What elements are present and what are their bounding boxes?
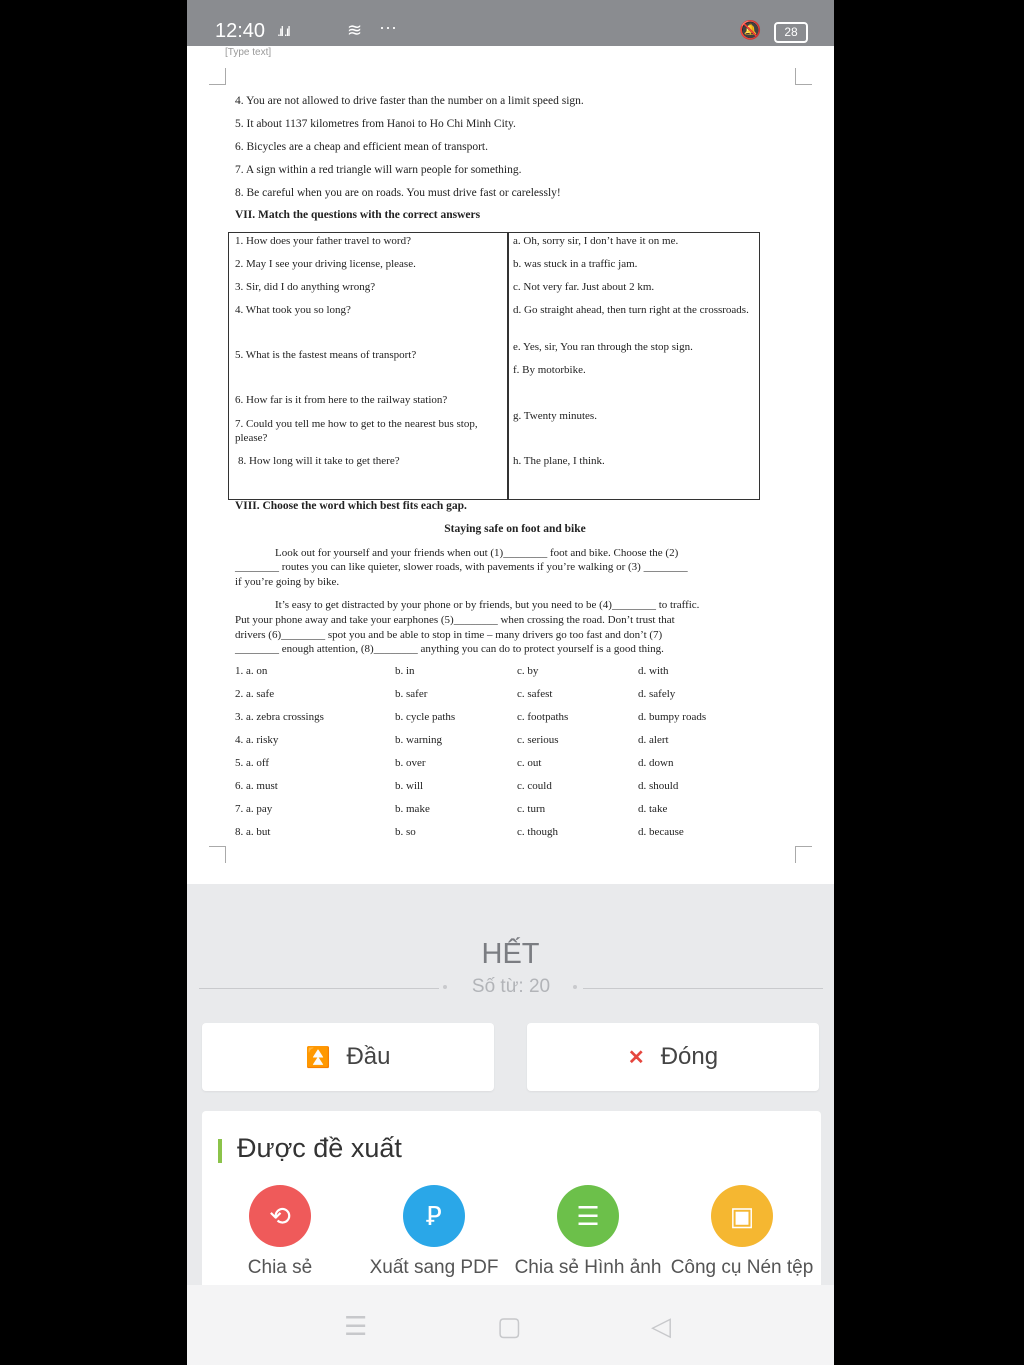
- option-a: 3. a. zebra crossings: [235, 711, 324, 723]
- header-placeholder: [Type text]: [225, 47, 272, 58]
- passage-line: drivers (6)________ spot you and be able to stop in time – many drivers go too fast and don’t (7): [235, 629, 663, 641]
- option-a: 2. a. safe: [235, 688, 275, 700]
- option-a: 4. a. risky: [235, 734, 279, 746]
- statement-line: 4. You are not allowed to drive faster than the number on a limit speed sign.: [235, 95, 584, 107]
- option-b: b. so: [395, 826, 416, 838]
- option-a: 8. a. but: [235, 826, 271, 838]
- passage-line: Look out for yourself and your friends when out (1)________ foot and bike. Choose the (2): [275, 547, 679, 559]
- option-c: c. out: [517, 757, 542, 769]
- crop-mark: [795, 68, 812, 85]
- passage-line: Put your phone away and take your earphones (5)________ when crossing the road. Don’t trust that: [235, 614, 675, 626]
- match-question: 2. May I see your driving license, please.: [235, 258, 416, 270]
- match-question: 1. How does your father travel to word?: [235, 235, 411, 247]
- crop-mark: [209, 846, 226, 863]
- home-icon[interactable]: ▢: [497, 1311, 522, 1341]
- option-b: b. will: [395, 780, 424, 792]
- match-answer: f. By motorbike.: [513, 364, 586, 376]
- crop-mark: [209, 68, 226, 85]
- match-question: 4. What took you so long?: [235, 304, 351, 316]
- option-a: 7. a. pay: [235, 803, 273, 815]
- share-icon: ⟲: [249, 1185, 311, 1247]
- battery-icon: 28: [774, 22, 808, 43]
- end-title: HẾT: [481, 938, 540, 970]
- close-icon: ✕: [627, 1046, 645, 1069]
- suggested-title: Được đề xuất: [237, 1133, 402, 1163]
- share-tool[interactable]: [203, 1185, 357, 1279]
- statement-line: 7. A sign within a red triangle will warn people for something.: [235, 164, 522, 176]
- match-question: 6. How far is it from here to the railway station?: [235, 394, 448, 406]
- statement-line: 5. It about 1137 kilometres from Hanoi to Ho Chi Minh City.: [235, 118, 516, 130]
- section-title: VIII. Choose the word which best fits each gap.: [235, 500, 467, 512]
- option-a: 6. a. must: [235, 780, 278, 792]
- passage-line: ________ routes you can like quieter, slower roads, with pavements if you’re walking or (3) ________: [235, 561, 688, 573]
- option-c: c. could: [517, 780, 552, 792]
- more-status-icon: ···: [379, 17, 397, 37]
- crop-mark: [795, 846, 812, 863]
- option-b: b. in: [395, 665, 415, 677]
- close-label: Đóng: [660, 1043, 719, 1070]
- statement-line: 6. Bicycles are a cheap and efficient mean of transport.: [235, 141, 488, 153]
- back-icon[interactable]: ◁: [651, 1311, 671, 1341]
- divider-dot: [573, 985, 577, 989]
- share-image-tool[interactable]: [511, 1185, 665, 1279]
- match-answer: a. Oh, sorry sir, I don’t have it on me.: [513, 235, 679, 247]
- image-doc-icon: ☰: [557, 1185, 619, 1247]
- option-c: c. safest: [517, 688, 553, 700]
- match-answer: c. Not very far. Just about 2 km.: [513, 281, 655, 293]
- signal-icon: .ıl .ıl: [277, 23, 289, 39]
- option-b: b. over: [395, 757, 426, 769]
- passage-line: if you’re going by bike.: [235, 576, 340, 588]
- share-label: Chia sẻ: [247, 1257, 313, 1278]
- option-c: c. though: [517, 826, 558, 838]
- status-time: 12:40: [215, 20, 266, 42]
- system-nav-bar: [187, 1285, 834, 1365]
- match-question: 8. How long will it take to get there?: [238, 455, 400, 467]
- match-table: [228, 232, 760, 500]
- option-d: d. because: [638, 826, 684, 838]
- word-count: Số từ: 20: [471, 976, 551, 997]
- statement-line: 8. Be careful when you are on roads. You must drive fast or carelessly!: [235, 187, 561, 199]
- match-answer: d. Go straight ahead, then turn right at the crossroads.: [513, 304, 749, 316]
- match-answer: g. Twenty minutes.: [513, 410, 597, 422]
- option-a: 5. a. off: [235, 757, 270, 769]
- phone-screen: [187, 0, 834, 1365]
- option-d: d. should: [638, 780, 679, 792]
- section-title: VII. Match the questions with the correct answers: [235, 209, 481, 221]
- close-button[interactable]: [527, 1023, 819, 1091]
- option-c: c. by: [517, 665, 539, 677]
- option-d: d. alert: [638, 734, 669, 746]
- option-b: b. make: [395, 803, 430, 815]
- document-page[interactable]: [187, 46, 834, 884]
- pdf-icon: Ꝑ: [403, 1185, 465, 1247]
- match-question: 5. What is the fastest means of transport?: [235, 349, 417, 361]
- option-d: d. bumpy roads: [638, 711, 707, 723]
- passage-line: It’s easy to get distracted by your phone or by friends, but you need to be (4)________ to traffic.: [275, 599, 700, 611]
- match-question: 7. Could you tell me how to get to the nearest bus stop, please?: [235, 418, 478, 444]
- divider: [583, 988, 823, 989]
- option-a: 1. a. on: [235, 665, 268, 677]
- passage-title: Staying safe on foot and bike: [444, 523, 586, 535]
- compress-tool[interactable]: [665, 1185, 819, 1279]
- option-b: b. safer: [395, 688, 428, 700]
- wifi-icon: ≋: [347, 20, 363, 40]
- export-pdf-tool[interactable]: [357, 1185, 511, 1279]
- match-answer: e. Yes, sir, You ran through the stop sign.: [513, 341, 693, 353]
- match-answer: b. was stuck in a traffic jam.: [513, 258, 638, 270]
- option-c: c. serious: [517, 734, 559, 746]
- option-d: d. take: [638, 803, 668, 815]
- option-c: c. turn: [517, 803, 546, 815]
- option-b: b. cycle paths: [395, 711, 456, 723]
- match-answer: h. The plane, I think.: [513, 455, 605, 467]
- status-bar: [187, 0, 834, 46]
- table-divider: [507, 233, 509, 499]
- mute-icon: 🔕: [739, 20, 762, 40]
- compress-label: Công cụ Nén tệp: [670, 1257, 814, 1278]
- export-pdf-label: Xuất sang PDF: [369, 1257, 499, 1278]
- compress-icon: ▣: [711, 1185, 773, 1247]
- option-b: b. warning: [395, 734, 443, 746]
- option-d: d. with: [638, 665, 669, 677]
- go-to-top-button[interactable]: [202, 1023, 494, 1091]
- match-question: 3. Sir, did I do anything wrong?: [235, 281, 376, 293]
- share-image-label: Chia sẻ Hình ảnh: [514, 1257, 662, 1278]
- menu-icon[interactable]: ☰: [344, 1311, 368, 1341]
- arrow-to-top-icon: ⏫: [305, 1046, 331, 1069]
- option-d: d. safely: [638, 688, 676, 700]
- passage-line: ________ enough attention, (8)________ anything you can do to protect yourself is a good thing.: [235, 643, 664, 655]
- option-d: d. down: [638, 757, 674, 769]
- section-accent-bar: [218, 1139, 222, 1163]
- word-count-row: [199, 976, 823, 1006]
- go-to-top-label: Đầu: [346, 1043, 391, 1070]
- option-c: c. footpaths: [517, 711, 569, 723]
